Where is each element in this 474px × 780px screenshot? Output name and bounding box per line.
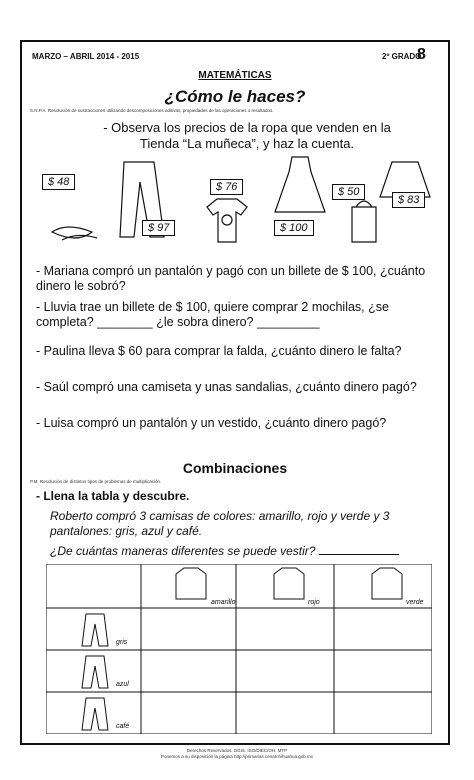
header-dates: MARZO – ABRIL 2014 - 2015 [32,52,140,61]
price-tag: $ 83 [392,192,425,208]
worksheet [20,40,450,745]
header-grade: 2º GRADO [382,52,422,61]
tshirt-icon [207,199,247,242]
backpack-icon [352,201,376,242]
combination-table [46,564,432,734]
pants-label: café [116,723,130,730]
intro-text: - Observa los precios de la ropa que venden en la Tienda “La muñeca”, y haz la cuenta. [103,120,391,151]
question-4: - Saúl compró una camiseta y unas sandalias, ¿cuánto dinero pagó? [36,380,417,394]
price-tag: $ 76 [210,179,243,195]
subject-title: MATEMÁTICAS [198,70,272,81]
question-text [50,544,399,558]
snpa-note: S.N.P.A. Resolución de sustracciones utilizando descomposiciones aditivas, propiedades de las operaciones o resultados. [30,108,274,113]
pants-icon [82,614,108,646]
instruction: - Llena la tabla y descubre. [36,489,190,503]
section-title: Combinaciones [182,460,288,476]
shirt-icon [274,568,304,599]
footer [0,748,474,760]
shirt-icon [176,568,206,599]
price-tag: $ 97 [142,220,175,236]
question-label: ¿De cuántas maneras diferentes se puede vestir? [50,544,316,558]
price-tag: $ 48 [42,174,75,190]
clothing-illustrations [22,152,452,252]
price-tag: $ 100 [274,220,314,236]
page-title: ¿Cómo le haces? [164,87,306,106]
problem-text: Roberto compró 3 camisas de colores: amarillo, rojo y verde y 3 pantalones: gris, azul y café. [50,509,390,538]
question-3: - Paulina lleva $ 60 para comprar la falda, ¿cuánto dinero le falta? [36,344,402,358]
price-tag: $ 50 [332,184,365,200]
question-2: - Lluvia trae un billete de $ 100, quiere comprar 2 mochilas, ¿se completa? ________ ¿le sobra dinero? _________ [36,300,389,329]
footer-line: Ponemos a su disposición la página http://primarias.cenarchihuahua.gob.mx [160,754,314,759]
shirt-label: rojo [308,599,320,606]
pants-icon [82,656,108,688]
footer-line: Derechos Reservados. DGIS. ISO/DIEC/OH. MTP [186,748,288,753]
question-1: - Mariana compró un pantalón y pagó con un billete de $ 100, ¿cuánto dinero le sobró? [36,264,426,293]
pants-icon [82,698,108,730]
shirt-label: verde [406,599,424,606]
answer-blank[interactable] [319,554,399,555]
shirt-label: amarillo [211,599,236,606]
question-5: - Luisa compró un pantalón y un vestido, ¿cuánto dinero pagó? [36,416,387,430]
dress-icon [275,157,325,212]
page-number: 8 [417,46,426,63]
shirt-icon [372,568,402,599]
pants-label: azul [116,681,129,688]
pants-label: gris [116,639,128,646]
pm-note: P.M. Resolución de distintos tipos de problemas de multiplicación. [30,479,162,484]
